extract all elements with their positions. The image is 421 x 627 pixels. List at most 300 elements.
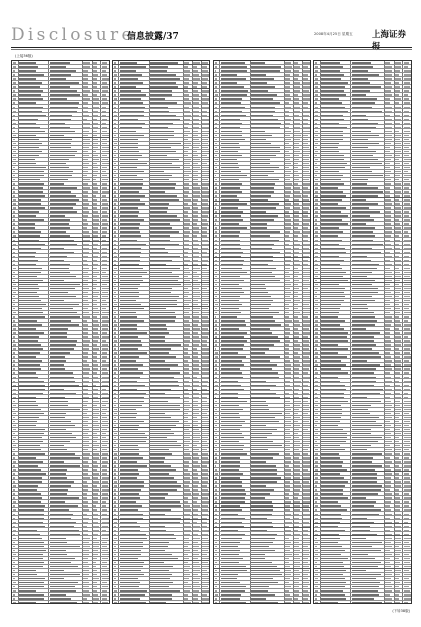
table-cell-text (285, 127, 290, 128)
table-cell-text (83, 94, 88, 95)
table-cell-text (315, 360, 317, 361)
table-cell-text (221, 526, 244, 527)
table-cell-text (321, 231, 343, 232)
table-cell-text (315, 538, 317, 539)
table-cell-text (19, 328, 36, 329)
table-cell-text (221, 550, 241, 551)
table-cell-text (352, 332, 380, 333)
table-cell-text (221, 497, 246, 498)
table-cell-text (120, 195, 145, 196)
table-cell-text (285, 368, 292, 369)
table-cell-text (50, 489, 69, 490)
table-cell-text (150, 199, 179, 200)
table-cell-text (114, 546, 117, 547)
table-cell-text (120, 352, 147, 353)
table-cell-text (395, 574, 400, 575)
table-cell-text (50, 272, 70, 273)
table-cell-text (294, 518, 299, 519)
table-cell-text (202, 203, 207, 204)
table-cell-text (404, 582, 411, 583)
table-cell-text (404, 179, 409, 180)
table-cell-text (315, 320, 317, 321)
table-cell-text (315, 163, 317, 164)
table-cell-text (150, 143, 181, 144)
table-cell-text (19, 195, 45, 196)
table-cell-text (285, 429, 291, 430)
table-cell-text (150, 389, 170, 390)
table-cell-text (184, 107, 189, 108)
table-cell-text (385, 256, 392, 257)
table-cell-text (303, 276, 310, 277)
table-cell-text (120, 276, 142, 277)
table-cell-text (93, 417, 98, 418)
table-cell-text (193, 594, 198, 595)
table-cell-text (294, 260, 299, 261)
table-cell-text (93, 368, 98, 369)
table-cell-text (385, 264, 391, 265)
table-cell-text (395, 308, 401, 309)
table-cell-text (221, 119, 240, 120)
table-cell-text (13, 505, 15, 506)
table-cell-text (321, 445, 339, 446)
table-cell-text (184, 505, 190, 506)
table-cell-text (251, 405, 268, 406)
table-cell-text (193, 86, 197, 87)
table-cell-text (404, 481, 410, 482)
table-cell-text (93, 566, 97, 567)
table-cell-text (202, 248, 207, 249)
table-cell-text (83, 115, 89, 116)
table-cell-text (193, 324, 198, 325)
table-cell-text (184, 199, 191, 200)
table-cell-text (221, 566, 246, 567)
table-cell-text (294, 139, 300, 140)
table-cell-text (184, 296, 188, 297)
table-cell-text (285, 107, 292, 108)
table-cell-text (83, 356, 88, 357)
table-cell-text (184, 332, 190, 333)
table-cell-text (315, 272, 317, 273)
table-cell-text (120, 377, 141, 378)
table-cell-text (385, 260, 390, 261)
table-cell-text (193, 288, 198, 289)
table-cell-text (395, 211, 401, 212)
table-cell-text (294, 469, 300, 470)
table-cell-text (150, 66, 168, 67)
table-cell-text (294, 111, 300, 112)
table-cell-text (120, 90, 141, 91)
table-cell-text (83, 300, 88, 301)
table-cell-text (321, 268, 342, 269)
table-cell-text (321, 433, 346, 434)
table-cell-text (315, 280, 317, 281)
table-cell-text (303, 296, 310, 297)
table-cell-text (321, 425, 338, 426)
table-cell-text (215, 123, 218, 124)
table-cell-text (13, 332, 16, 333)
table-cell-text (251, 90, 268, 91)
table-cell-text (102, 211, 108, 212)
table-cell-text (395, 509, 400, 510)
table-cell-text (202, 280, 209, 281)
table-cell-text (114, 111, 116, 112)
table-cell-text (221, 340, 247, 341)
table-cell-text (184, 590, 190, 591)
table-cell-text (251, 437, 267, 438)
table-cell-text (315, 139, 318, 140)
table-cell-text (285, 119, 291, 120)
table-cell-text (83, 522, 88, 523)
table-cell-text (202, 276, 208, 277)
table-cell-text (50, 207, 73, 208)
table-cell-text (285, 501, 291, 502)
table-cell-text (184, 127, 188, 128)
table-cell-text (83, 215, 88, 216)
table-cell-text (102, 111, 107, 112)
table-cell-text (93, 139, 98, 140)
table-cell-text (215, 461, 217, 462)
table-cell-text (83, 509, 89, 510)
table-cell-text (83, 288, 89, 289)
table-cell-text (93, 393, 98, 394)
table-cell-text (385, 111, 392, 112)
table-cell-text (385, 594, 389, 595)
table-cell-text (50, 296, 77, 297)
table-cell-text (251, 377, 279, 378)
table-cell-text (184, 574, 190, 575)
table-cell-text (251, 139, 266, 140)
table-cell-text (303, 252, 310, 253)
table-cell-text (93, 86, 97, 87)
table-cell-text (404, 187, 409, 188)
table-cell-text (13, 252, 15, 253)
table-cell-text (352, 417, 379, 418)
table-cell-text (193, 493, 199, 494)
table-cell-text (294, 70, 299, 71)
table-cell-text (294, 570, 299, 571)
table-cell-text (193, 252, 199, 253)
table-cell-text (120, 413, 137, 414)
table-cell-text (120, 296, 139, 297)
table-cell-text (315, 256, 317, 257)
table-cell-text (215, 413, 218, 414)
table-cell-text (285, 401, 290, 402)
table-cell-text (385, 481, 391, 482)
table-cell-text (202, 199, 207, 200)
table-cell-text (93, 590, 97, 591)
table-cell-text (395, 469, 401, 470)
table-cell-text (221, 163, 239, 164)
table-cell-text (150, 602, 166, 603)
table-cell-text (193, 381, 199, 382)
table-cell-text (93, 441, 97, 442)
table-cell-text (251, 352, 265, 353)
table-cell-text (321, 308, 339, 309)
table-cell-text (13, 389, 16, 390)
table-cell-text (102, 203, 108, 204)
table-cell-text (193, 389, 197, 390)
table-cell-text (83, 264, 88, 265)
table-cell-text (404, 570, 409, 571)
table-cell-text (50, 171, 73, 172)
table-cell-text (215, 207, 217, 208)
table-cell-text (321, 252, 346, 253)
table-cell-text (385, 276, 391, 277)
table-cell-text (315, 143, 317, 144)
table-cell-text (215, 405, 218, 406)
table-cell-text (215, 377, 217, 378)
table-cell-text (221, 252, 244, 253)
table-cell-text (19, 199, 41, 200)
table-cell-text (315, 514, 318, 515)
table-cell-text (352, 119, 368, 120)
table-cell-text (385, 191, 390, 192)
table-cell-text (202, 453, 208, 454)
table-cell-text (193, 219, 198, 220)
table-cell-text (321, 534, 339, 535)
table-cell-text (315, 489, 317, 490)
table-cell-text (404, 151, 409, 152)
table-cell-text (114, 223, 116, 224)
table-cell-text (150, 530, 166, 531)
table-cell-text (184, 179, 189, 180)
table-cell-text (93, 248, 98, 249)
table-cell-text (120, 441, 147, 442)
table-cell-text (19, 473, 46, 474)
table-cell-text (285, 409, 292, 410)
table-cell-text (184, 90, 188, 91)
table-cell-text (395, 102, 399, 103)
table-cell-text (93, 348, 99, 349)
table-cell-text (19, 78, 36, 79)
table-cell-text (294, 526, 299, 527)
table-cell-text (251, 127, 280, 128)
table-cell-text (303, 240, 308, 241)
table-cell-text (404, 135, 409, 136)
table-cell-text (303, 98, 310, 99)
table-cell-text (83, 260, 87, 261)
table-cell-text (404, 417, 411, 418)
table-cell-text (193, 578, 199, 579)
table-cell-text (294, 203, 299, 204)
table-cell-text (395, 284, 399, 285)
table-cell-text (215, 457, 217, 458)
table-cell-text (251, 522, 272, 523)
table-cell-text (13, 602, 16, 603)
table-cell-text (352, 401, 381, 402)
table-cell-text (352, 78, 368, 79)
table-cell-text (202, 481, 207, 482)
table-cell-text (215, 505, 218, 506)
table-cell-text (50, 252, 75, 253)
table-cell-text (285, 223, 292, 224)
table-cell-text (303, 348, 309, 349)
table-cell-text (50, 582, 79, 583)
table-cell-text (352, 340, 374, 341)
table-cell-text (83, 62, 90, 63)
table-cell-text (184, 131, 191, 132)
table-cell-text (285, 602, 292, 603)
table-cell-text (395, 135, 401, 136)
table-cell-text (202, 566, 209, 567)
table-cell-text (202, 381, 208, 382)
table-cell-text (93, 74, 98, 75)
table-cell-text (13, 409, 15, 410)
table-cell-text (385, 167, 389, 168)
table-cell-text (303, 473, 310, 474)
table-cell-text (215, 235, 218, 236)
table-cell-text (221, 280, 244, 281)
table-cell-text (352, 284, 373, 285)
table-cell-text (193, 276, 198, 277)
table-cell-text (13, 264, 15, 265)
table-cell-text (385, 372, 390, 373)
table-cell-text (215, 332, 217, 333)
table-cell-text (215, 195, 217, 196)
table-cell-text (13, 219, 15, 220)
table-cell-text (83, 385, 88, 386)
table-cell-text (294, 304, 298, 305)
table-cell-text (215, 590, 218, 591)
table-cell-text (215, 94, 218, 95)
table-cell-text (385, 86, 391, 87)
table-cell-text (193, 127, 199, 128)
table-cell-text (93, 102, 99, 103)
table-cell-text (184, 566, 190, 567)
table-cell-text (114, 453, 117, 454)
table-cell-text (102, 514, 107, 515)
table-cell-text (50, 385, 80, 386)
table-cell-text (102, 598, 107, 599)
table-cell-text (13, 167, 15, 168)
table-cell-text (321, 316, 337, 317)
table-cell-text (321, 82, 347, 83)
table-cell-text (395, 461, 401, 462)
table-cell-text (303, 304, 309, 305)
table-cell-text (221, 284, 240, 285)
table-cell-text (150, 461, 164, 462)
table-cell-text (303, 231, 310, 232)
table-cell-text (13, 320, 15, 321)
table-cell-text (102, 522, 109, 523)
table-cell-text (395, 94, 399, 95)
table-cell-text (19, 477, 42, 478)
table-cell-text (13, 62, 16, 63)
table-cell-text (184, 227, 190, 228)
table-cell-text (285, 264, 291, 265)
table-cell-text (294, 574, 300, 575)
table-cell-text (294, 219, 299, 220)
table-cell-text (114, 417, 117, 418)
table-cell-text (385, 433, 391, 434)
table-cell-text (202, 215, 208, 216)
table-cell-text (13, 574, 15, 575)
table-cell-text (215, 276, 218, 277)
table-cell-text (184, 167, 190, 168)
table-cell-text (50, 131, 75, 132)
table-cell-text (102, 219, 107, 220)
table-cell-text (352, 248, 372, 249)
table-cell-text (193, 582, 199, 583)
table-cell-text (19, 244, 45, 245)
table-cell-text (221, 316, 237, 317)
table-cell-text (215, 248, 218, 249)
table-cell-text (150, 542, 169, 543)
table-cell-text (315, 147, 317, 148)
table-cell-text (193, 98, 199, 99)
table-cell-text (285, 111, 289, 112)
table-cell-text (83, 207, 88, 208)
table-cell-text (83, 377, 89, 378)
table-cell-text (93, 389, 99, 390)
table-cell-text (114, 364, 116, 365)
table-cell-text (50, 497, 79, 498)
table-cell-text (114, 179, 116, 180)
table-cell-text (184, 235, 189, 236)
table-cell-text (303, 199, 308, 200)
table-cell-text (385, 582, 390, 583)
table-cell-text (303, 368, 308, 369)
table-cell-text (102, 509, 107, 510)
table-cell-text (13, 509, 16, 510)
table-cell-text (352, 111, 382, 112)
table-cell-text (352, 566, 378, 567)
table-cell-text (83, 590, 89, 591)
table-cell-text (215, 570, 218, 571)
table-cell-text (303, 131, 310, 132)
table-cell-text (294, 566, 300, 567)
table-cell-text (184, 562, 189, 563)
table-cell-text (315, 219, 317, 220)
table-cell-text (120, 546, 144, 547)
table-cell-text (150, 526, 164, 527)
table-cell-text (215, 437, 217, 438)
table-cell-text (294, 175, 299, 176)
table-cell-text (193, 260, 197, 261)
table-cell-text (19, 111, 42, 112)
table-cell-text (303, 574, 308, 575)
table-cell-text (385, 115, 389, 116)
table-cell-text (193, 590, 198, 591)
table-cell-text (202, 244, 209, 245)
table-cell-text (303, 518, 310, 519)
table-cell-text (102, 90, 109, 91)
table-cell-text (50, 429, 66, 430)
table-cell-text (251, 82, 266, 83)
table-cell-text (193, 155, 197, 156)
table-cell-text (385, 240, 390, 241)
table-cell-text (184, 518, 190, 519)
table-cell-text (294, 368, 299, 369)
table-cell-text (385, 461, 392, 462)
table-cell-text (93, 413, 99, 414)
table-cell-text (321, 368, 340, 369)
table-cell-text (221, 268, 243, 269)
table-cell-text (303, 215, 308, 216)
table-cell-text (215, 139, 218, 140)
table-cell-text (193, 413, 199, 414)
table-cell-text (93, 574, 97, 575)
table-cell-text (19, 82, 42, 83)
table-cell-text (114, 151, 116, 152)
table-cell-text (221, 171, 242, 172)
table-cell-text (294, 167, 298, 168)
table-cell-text (83, 235, 90, 236)
table-cell-text (13, 433, 15, 434)
table-cell-text (93, 280, 98, 281)
table-cell-text (93, 385, 97, 386)
table-cell-text (352, 175, 383, 176)
